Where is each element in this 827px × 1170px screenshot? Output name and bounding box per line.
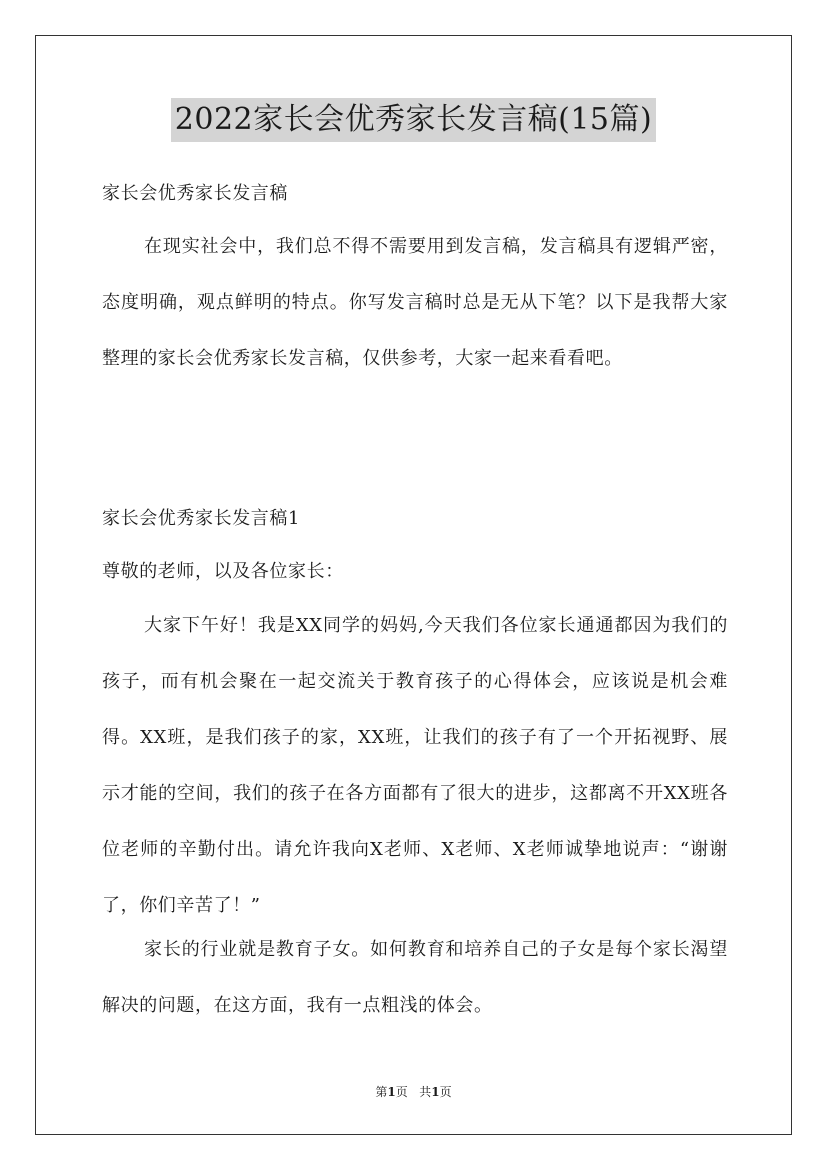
page-label-prefix: 第 [375,1085,388,1099]
title-container [0,98,827,142]
page-number: 1 [387,1085,396,1099]
document-title: 2022家长会优秀家长发言稿(15篇) [171,98,656,142]
page-footer [0,1083,827,1101]
body-paragraph-2: 家长的行业就是教育子女。如何教育和培养自己的子女是每个家长渴望解决的问题，在这方面，我有一点粗浅的体会。 [102,939,728,1016]
page-label-suffix: 页 [395,1085,408,1099]
salutation: 尊敬的老师，以及各位家长： [102,561,344,582]
document-heading: 家长会优秀家长发言稿 [102,183,288,204]
total-label-prefix: 共 [419,1085,432,1099]
intro-paragraph: 在现实社会中，我们总不得不需要用到发言稿，发言稿具有逻辑严密，态度明确，观点鲜明的特点。你写发言稿时总是无从下笔？以下是我帮大家整理的家长会优秀家长发言稿，仅供参考，大家一起来看看吧。 [102,236,728,369]
total-pages: 1 [431,1085,440,1099]
section-title: 家长会优秀家长发言稿1 [102,508,301,529]
body-paragraph-1: 大家下午好！我是XX同学的妈妈,今天我们各位家长通通都因为我们的孩子，而有机会聚在一起交流关于教育孩子的心得体会，应该说是机会难得。XX班，是我们孩子的家，XX班，让我们的孩子有了一个开拓视野、展示才能的空间，我们的孩子在各方面都有了很大的进步，这都离不开XX班各位老师的辛勤付出。请允许我向X老师、X老师、X老师诚挚地说声：“谢谢了，你们辛苦了！” [102,615,728,916]
total-label-suffix: 页 [439,1085,452,1099]
